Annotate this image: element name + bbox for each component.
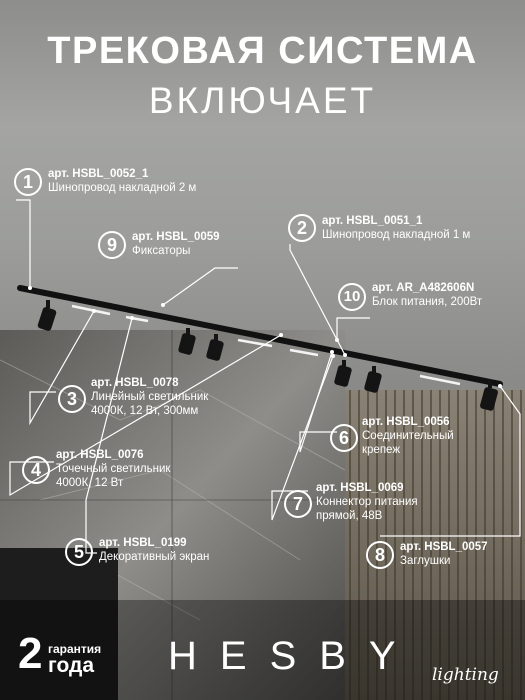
- item-number-10: 10: [338, 283, 366, 311]
- item-number-2: 2: [288, 214, 316, 242]
- item-article: арт. HSBL_0076: [56, 449, 144, 461]
- item-number-4: 4: [22, 456, 50, 484]
- item-description: Фиксаторы: [132, 245, 191, 257]
- item-description: Коннектор питания: [316, 496, 418, 508]
- warranty-unit: года: [48, 654, 95, 677]
- warranty-word: гарантия: [48, 642, 102, 656]
- title-line-1: ТРЕКОВАЯ СИСТЕМА: [47, 30, 478, 72]
- warranty-number: 2: [18, 629, 43, 678]
- item-article: арт. HSBL_0057: [400, 541, 488, 553]
- item-article: арт. HSBL_0199: [99, 537, 187, 549]
- item-label-2: [322, 214, 470, 242]
- item-description: Шинопровод накладной 1 м: [322, 229, 471, 241]
- item-number-5: 5: [65, 538, 93, 566]
- brand-logo: HESBY: [168, 634, 419, 678]
- item-article: арт. HSBL_0056: [362, 416, 450, 428]
- item-description: Заглушки: [400, 555, 451, 567]
- item-number-7: 7: [284, 490, 312, 518]
- item-description-line-2: крепеж: [362, 444, 401, 456]
- item-label-3: [91, 376, 208, 418]
- brand-subtitle: lighting: [432, 665, 499, 685]
- item-description: Блок питания, 200Вт: [372, 296, 483, 308]
- item-number-6: 6: [330, 424, 358, 452]
- item-description: Линейный светильник: [91, 391, 209, 403]
- linear-light-2: [126, 317, 148, 321]
- item-article: арт. HSBL_0059: [132, 231, 220, 243]
- item-description-line-2: прямой, 48В: [316, 510, 383, 522]
- item-description-line-2: 4000К, 12 Вт, 300мм: [91, 405, 199, 417]
- item-article: арт. HSBL_0051_1: [322, 215, 423, 227]
- item-description: Соединительный: [362, 430, 454, 442]
- item-label-5: [99, 536, 209, 564]
- item-description: Декоративный экран: [99, 551, 210, 563]
- item-number-3: 3: [58, 385, 86, 413]
- title-line-2: ВКЛЮЧАЕТ: [148, 80, 377, 121]
- item-label-8: [400, 540, 488, 568]
- item-number-1: 1: [14, 168, 42, 196]
- item-number-9: 9: [98, 231, 126, 259]
- item-label-9: [132, 230, 220, 258]
- item-article: арт. HSBL_0069: [316, 482, 404, 494]
- item-number-8: 8: [366, 541, 394, 569]
- item-article: арт. HSBL_0052_1: [48, 168, 149, 180]
- item-description: Точечный светильник: [56, 463, 171, 475]
- item-label-6: [362, 415, 454, 457]
- item-article: арт. HSBL_0078: [91, 377, 179, 389]
- item-description: Шинопровод накладной 2 м: [48, 182, 197, 194]
- item-label-7: [316, 481, 418, 523]
- item-article: арт. AR_A482606N: [372, 282, 475, 294]
- item-label-10: [372, 281, 482, 309]
- item-label-1: [48, 167, 196, 195]
- item-description-line-2: 4000К, 12 Вт: [56, 477, 124, 489]
- item-label-4: [56, 448, 170, 490]
